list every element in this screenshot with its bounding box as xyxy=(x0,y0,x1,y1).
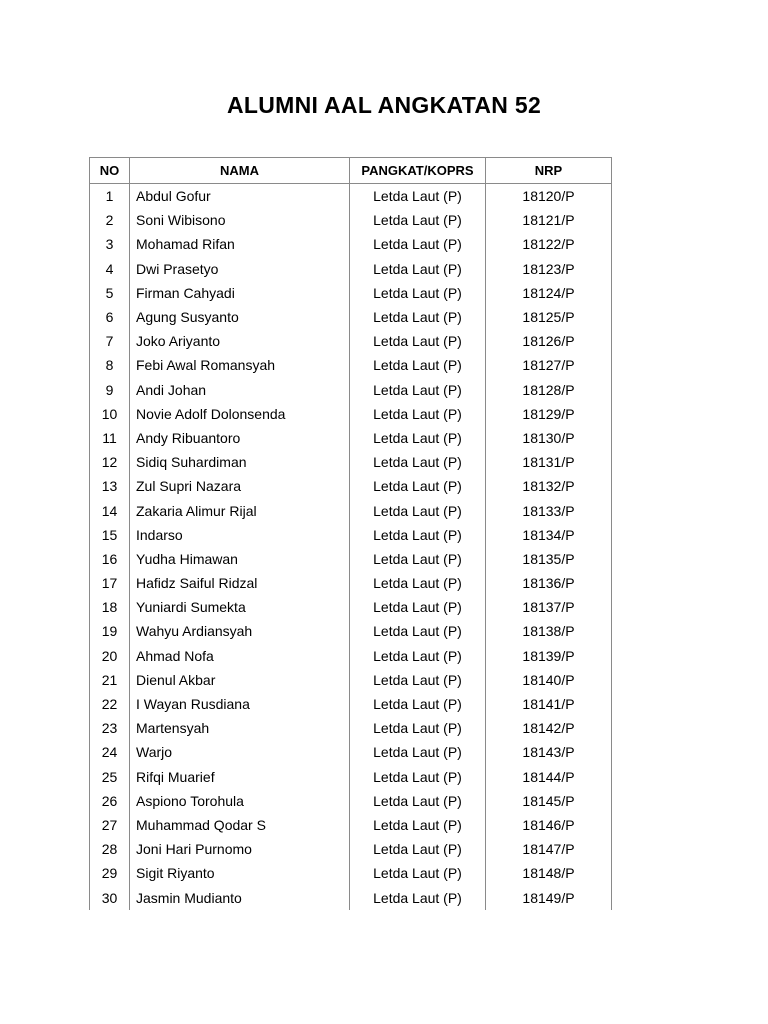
table-row xyxy=(90,619,612,643)
cell-no: 22 xyxy=(90,692,130,716)
cell-nrp: 18131/P xyxy=(486,450,612,474)
cell-pangkat: Letda Laut (P) xyxy=(350,619,486,643)
cell-no: 1 xyxy=(90,184,130,209)
table-row xyxy=(90,329,612,353)
cell-nama: Dwi Prasetyo xyxy=(130,257,350,281)
cell-no: 24 xyxy=(90,740,130,764)
table-row xyxy=(90,716,612,740)
table-row xyxy=(90,281,612,305)
cell-nama: Jasmin Mudianto xyxy=(130,885,350,909)
cell-nrp: 18136/P xyxy=(486,571,612,595)
cell-no: 2 xyxy=(90,208,130,232)
cell-pangkat: Letda Laut (P) xyxy=(350,281,486,305)
table-row xyxy=(90,765,612,789)
cell-pangkat: Letda Laut (P) xyxy=(350,595,486,619)
table-row xyxy=(90,692,612,716)
table-row xyxy=(90,353,612,377)
cell-pangkat: Letda Laut (P) xyxy=(350,740,486,764)
cell-no: 11 xyxy=(90,426,130,450)
cell-nama: I Wayan Rusdiana xyxy=(130,692,350,716)
cell-nama: Zakaria Alimur Rijal xyxy=(130,498,350,522)
cell-pangkat: Letda Laut (P) xyxy=(350,329,486,353)
cell-no: 14 xyxy=(90,498,130,522)
cell-nrp: 18122/P xyxy=(486,232,612,256)
table-row xyxy=(90,547,612,571)
header-nama: NAMA xyxy=(130,158,350,184)
cell-pangkat: Letda Laut (P) xyxy=(350,426,486,450)
cell-pangkat: Letda Laut (P) xyxy=(350,184,486,209)
cell-nama: Hafidz Saiful Ridzal xyxy=(130,571,350,595)
cell-no: 28 xyxy=(90,837,130,861)
table-row xyxy=(90,498,612,522)
cell-nrp: 18149/P xyxy=(486,885,612,909)
cell-no: 10 xyxy=(90,402,130,426)
table-row xyxy=(90,208,612,232)
cell-no: 8 xyxy=(90,353,130,377)
cell-no: 27 xyxy=(90,813,130,837)
cell-nama: Joni Hari Purnomo xyxy=(130,837,350,861)
cell-nama: Aspiono Torohula xyxy=(130,789,350,813)
cell-nama: Dienul Akbar xyxy=(130,668,350,692)
cell-no: 16 xyxy=(90,547,130,571)
cell-nama: Yuniardi Sumekta xyxy=(130,595,350,619)
alumni-table xyxy=(89,157,612,910)
cell-nrp: 18132/P xyxy=(486,474,612,498)
cell-no: 13 xyxy=(90,474,130,498)
cell-nama: Joko Ariyanto xyxy=(130,329,350,353)
cell-nama: Warjo xyxy=(130,740,350,764)
cell-nama: Martensyah xyxy=(130,716,350,740)
cell-pangkat: Letda Laut (P) xyxy=(350,789,486,813)
cell-no: 26 xyxy=(90,789,130,813)
table-body xyxy=(90,184,612,910)
cell-pangkat: Letda Laut (P) xyxy=(350,232,486,256)
cell-nrp: 18133/P xyxy=(486,498,612,522)
cell-no: 29 xyxy=(90,861,130,885)
table-row xyxy=(90,426,612,450)
cell-nama: Yudha Himawan xyxy=(130,547,350,571)
cell-pangkat: Letda Laut (P) xyxy=(350,523,486,547)
table-header xyxy=(90,158,612,184)
cell-pangkat: Letda Laut (P) xyxy=(350,353,486,377)
cell-nrp: 18130/P xyxy=(486,426,612,450)
cell-nama: Sidiq Suhardiman xyxy=(130,450,350,474)
cell-no: 20 xyxy=(90,644,130,668)
cell-nrp: 18123/P xyxy=(486,257,612,281)
cell-pangkat: Letda Laut (P) xyxy=(350,861,486,885)
cell-pangkat: Letda Laut (P) xyxy=(350,378,486,402)
cell-nama: Sigit Riyanto xyxy=(130,861,350,885)
table-row xyxy=(90,378,612,402)
table-row xyxy=(90,474,612,498)
cell-nama: Andi Johan xyxy=(130,378,350,402)
cell-nrp: 18126/P xyxy=(486,329,612,353)
cell-pangkat: Letda Laut (P) xyxy=(350,257,486,281)
table-row xyxy=(90,595,612,619)
header-no: NO xyxy=(90,158,130,184)
table-row xyxy=(90,837,612,861)
cell-pangkat: Letda Laut (P) xyxy=(350,402,486,426)
cell-no: 30 xyxy=(90,885,130,909)
cell-nrp: 18127/P xyxy=(486,353,612,377)
cell-pangkat: Letda Laut (P) xyxy=(350,498,486,522)
page-title: ALUMNI AAL ANGKATAN 52 xyxy=(226,92,542,118)
cell-pangkat: Letda Laut (P) xyxy=(350,765,486,789)
cell-no: 19 xyxy=(90,619,130,643)
cell-no: 5 xyxy=(90,281,130,305)
cell-nrp: 18138/P xyxy=(486,619,612,643)
cell-no: 23 xyxy=(90,716,130,740)
cell-nama: Rifqi Muarief xyxy=(130,765,350,789)
cell-pangkat: Letda Laut (P) xyxy=(350,571,486,595)
cell-nama: Indarso xyxy=(130,523,350,547)
cell-pangkat: Letda Laut (P) xyxy=(350,547,486,571)
cell-nama: Muhammad Qodar S xyxy=(130,813,350,837)
cell-pangkat: Letda Laut (P) xyxy=(350,885,486,909)
cell-no: 3 xyxy=(90,232,130,256)
cell-no: 12 xyxy=(90,450,130,474)
cell-nama: Firman Cahyadi xyxy=(130,281,350,305)
cell-nrp: 18124/P xyxy=(486,281,612,305)
cell-nrp: 18140/P xyxy=(486,668,612,692)
cell-no: 7 xyxy=(90,329,130,353)
cell-pangkat: Letda Laut (P) xyxy=(350,668,486,692)
header-pangkat: PANGKAT/KOPRS xyxy=(350,158,486,184)
cell-nrp: 18134/P xyxy=(486,523,612,547)
cell-pangkat: Letda Laut (P) xyxy=(350,644,486,668)
cell-nrp: 18145/P xyxy=(486,789,612,813)
cell-nrp: 18139/P xyxy=(486,644,612,668)
cell-nrp: 18125/P xyxy=(486,305,612,329)
cell-nrp: 18147/P xyxy=(486,837,612,861)
table-row xyxy=(90,861,612,885)
table-row xyxy=(90,644,612,668)
cell-nama: Abdul Gofur xyxy=(130,184,350,209)
cell-pangkat: Letda Laut (P) xyxy=(350,813,486,837)
cell-pangkat: Letda Laut (P) xyxy=(350,305,486,329)
table-row xyxy=(90,257,612,281)
cell-nrp: 18120/P xyxy=(486,184,612,209)
cell-no: 21 xyxy=(90,668,130,692)
table-row xyxy=(90,668,612,692)
cell-no: 25 xyxy=(90,765,130,789)
table-row xyxy=(90,232,612,256)
table-row xyxy=(90,789,612,813)
cell-nama: Mohamad Rifan xyxy=(130,232,350,256)
cell-nama: Ahmad Nofa xyxy=(130,644,350,668)
table-row xyxy=(90,305,612,329)
cell-pangkat: Letda Laut (P) xyxy=(350,837,486,861)
cell-nrp: 18128/P xyxy=(486,378,612,402)
table-row xyxy=(90,885,612,909)
table-row xyxy=(90,813,612,837)
table-row xyxy=(90,740,612,764)
cell-nama: Agung Susyanto xyxy=(130,305,350,329)
cell-nama: Febi Awal Romansyah xyxy=(130,353,350,377)
cell-nama: Zul Supri Nazara xyxy=(130,474,350,498)
cell-pangkat: Letda Laut (P) xyxy=(350,716,486,740)
cell-pangkat: Letda Laut (P) xyxy=(350,450,486,474)
table-row xyxy=(90,450,612,474)
cell-no: 9 xyxy=(90,378,130,402)
cell-nrp: 18144/P xyxy=(486,765,612,789)
cell-nrp: 18121/P xyxy=(486,208,612,232)
cell-no: 15 xyxy=(90,523,130,547)
cell-nrp: 18141/P xyxy=(486,692,612,716)
cell-nrp: 18137/P xyxy=(486,595,612,619)
cell-nrp: 18135/P xyxy=(486,547,612,571)
cell-no: 4 xyxy=(90,257,130,281)
cell-nrp: 18146/P xyxy=(486,813,612,837)
cell-pangkat: Letda Laut (P) xyxy=(350,692,486,716)
header-nrp: NRP xyxy=(486,158,612,184)
cell-pangkat: Letda Laut (P) xyxy=(350,208,486,232)
cell-no: 18 xyxy=(90,595,130,619)
cell-nama: Soni Wibisono xyxy=(130,208,350,232)
cell-nama: Wahyu Ardiansyah xyxy=(130,619,350,643)
cell-nrp: 18143/P xyxy=(486,740,612,764)
cell-no: 6 xyxy=(90,305,130,329)
table-row xyxy=(90,402,612,426)
header-row xyxy=(90,158,612,184)
cell-nama: Novie Adolf Dolonsenda xyxy=(130,402,350,426)
table-row xyxy=(90,523,612,547)
cell-nama: Andy Ribuantoro xyxy=(130,426,350,450)
cell-nrp: 18148/P xyxy=(486,861,612,885)
cell-nrp: 18129/P xyxy=(486,402,612,426)
table-row xyxy=(90,184,612,209)
table-row xyxy=(90,571,612,595)
cell-nrp: 18142/P xyxy=(486,716,612,740)
cell-pangkat: Letda Laut (P) xyxy=(350,474,486,498)
cell-no: 17 xyxy=(90,571,130,595)
